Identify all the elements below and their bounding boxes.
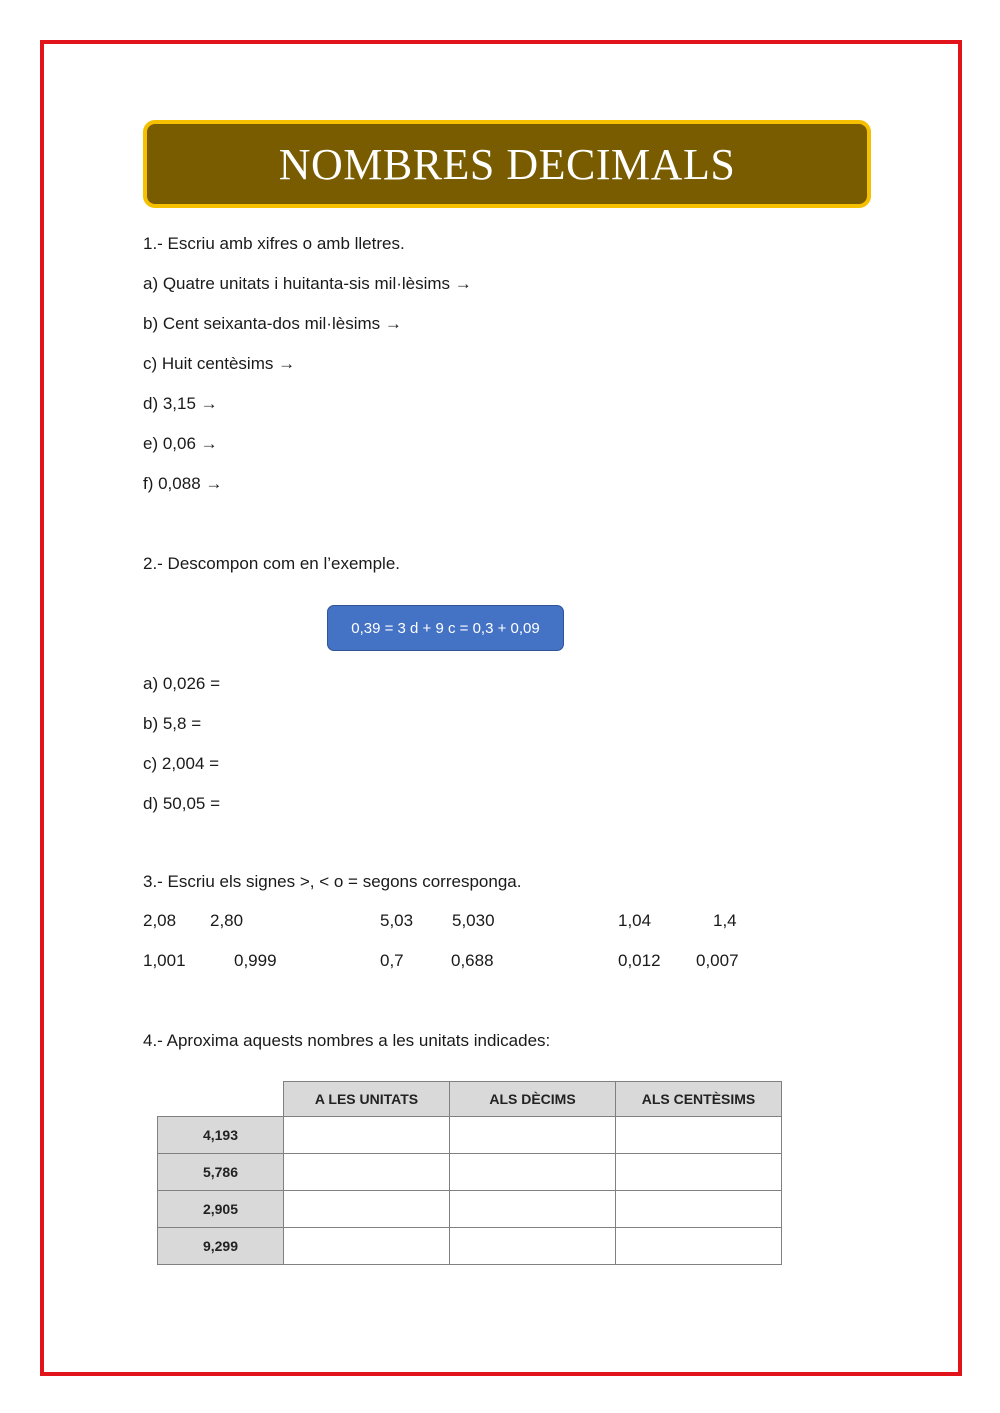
- table-row: [158, 1117, 782, 1154]
- compare-number: 1,001: [143, 951, 186, 970]
- exercise-1-item-b: b) Cent seixanta-dos mil·lèsims →: [143, 314, 402, 333]
- table-corner: [158, 1082, 284, 1117]
- answer-cell[interactable]: [450, 1154, 616, 1191]
- exercise-3-heading: 3.- Escriu els signes >, < o = segons corresponga.: [143, 872, 522, 891]
- answer-cell[interactable]: [284, 1154, 450, 1191]
- compare-number: 0,007: [696, 951, 739, 970]
- row-header: 2,905: [158, 1191, 284, 1228]
- compare-number: 5,03: [380, 911, 414, 930]
- column-header: ALS DÈCIMS: [450, 1082, 616, 1117]
- exercise-1-item-d: d) 3,15 →: [143, 394, 218, 413]
- exercise-2-item-d: d) 50,05 =: [143, 794, 221, 813]
- compare-number: 0,012: [618, 951, 661, 970]
- answer-cell[interactable]: [450, 1191, 616, 1228]
- example-box: 0,39 = 3 d + 9 c = 0,3 + 0,09: [327, 605, 564, 651]
- exercise-1-item-f: f) 0,088 →: [143, 474, 223, 493]
- exercise-1-heading: 1.- Escriu amb xifres o amb lletres.: [143, 234, 405, 253]
- row-header: 4,193: [158, 1117, 284, 1154]
- answer-cell[interactable]: [616, 1191, 782, 1228]
- compare-number: 0,7: [380, 951, 404, 970]
- answer-cell[interactable]: [616, 1228, 782, 1265]
- compare-number: 5,030: [452, 911, 495, 930]
- table-row: [158, 1154, 782, 1191]
- exercise-2-item-a: a) 0,026 =: [143, 674, 221, 693]
- compare-number: 0,999: [234, 951, 277, 970]
- answer-cell[interactable]: [284, 1191, 450, 1228]
- exercise-1-item-e: e) 0,06 →: [143, 434, 218, 453]
- compare-number: 1,04: [618, 911, 652, 930]
- page-title: NOMBRES DECIMALS: [143, 120, 871, 208]
- column-header: A LES UNITATS: [284, 1082, 450, 1117]
- compare-number: 2,08: [143, 911, 177, 930]
- exercise-2-item-c: c) 2,004 =: [143, 754, 220, 773]
- compare-number: 1,4: [713, 911, 737, 930]
- exercise-4-heading: 4.- Aproxima aquests nombres a les unitats indicades:: [143, 1031, 551, 1050]
- table-row: [158, 1191, 782, 1228]
- compare-number: 0,688: [451, 951, 494, 970]
- answer-cell[interactable]: [616, 1154, 782, 1191]
- row-header: 5,786: [158, 1154, 284, 1191]
- exercise-1-item-c: c) Huit centèsims →: [143, 354, 296, 373]
- answer-cell[interactable]: [450, 1228, 616, 1265]
- table-row: [158, 1228, 782, 1265]
- compare-number: 2,80: [210, 911, 244, 930]
- answer-cell[interactable]: [450, 1117, 616, 1154]
- exercise-1-item-a: a) Quatre unitats i huitanta-sis mil·lèsims →: [143, 274, 472, 293]
- rounding-table: [157, 1081, 782, 1265]
- answer-cell[interactable]: [284, 1117, 450, 1154]
- exercise-2-item-b: b) 5,8 =: [143, 714, 202, 733]
- row-header: 9,299: [158, 1228, 284, 1265]
- answer-cell[interactable]: [616, 1117, 782, 1154]
- exercise-2-heading: 2.- Descompon com en l’exemple.: [143, 554, 401, 573]
- answer-cell[interactable]: [284, 1228, 450, 1265]
- column-header: ALS CENTÈSIMS: [616, 1082, 782, 1117]
